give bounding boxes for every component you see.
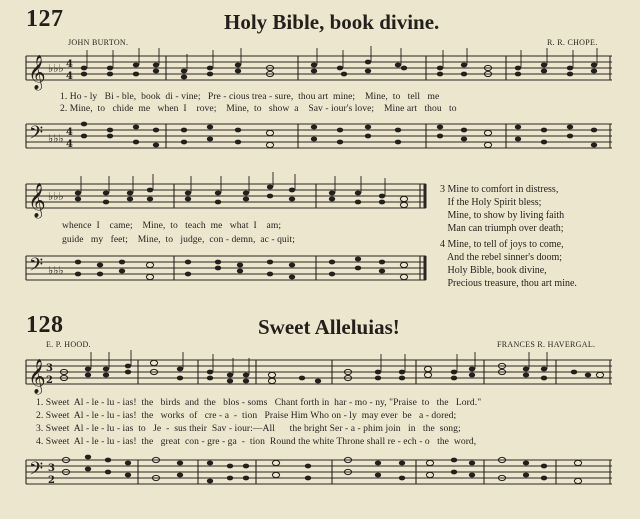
hymn-127-title: Holy Bible, book divine. <box>224 10 440 34</box>
svg-text:2: 2 <box>46 375 53 386</box>
hymn-127-number: 127 <box>26 6 64 32</box>
hymn-128-number: 128 <box>26 312 64 338</box>
hymn-127-lyric-line-3: whence I came; Mine, to teach me what I am; <box>62 220 282 231</box>
treble-clef-icon: 𝄞 <box>28 183 46 218</box>
svg-text:4: 4 <box>66 127 73 138</box>
hymn-127-treble-staff-1 <box>26 52 612 88</box>
hymn-128-bass-staff <box>26 454 612 494</box>
key-signature-flats: ♭♭♭ <box>48 190 64 203</box>
hymn-128-treble-staff <box>26 356 612 392</box>
hymn-128-title: Sweet Alleluias! <box>258 315 400 339</box>
hymn-127-treble-staff-2 <box>26 180 426 216</box>
hymn-128-lyric-line-3: 3. Sweet Al - le - lu - ias to Je - sus their Sav - iour:—All the bright Ser - a - phim join in the song; <box>36 423 461 434</box>
hymn-127-bass-staff-1 <box>26 120 612 156</box>
key-signature-flats: ♭♭♭ <box>48 132 64 145</box>
hymn-128-author: FRANCES R. HAVERGAL. <box>497 340 596 349</box>
hymn-128-composer: E. P. HOOD. <box>46 340 91 349</box>
hymn-127-composer: R. R. CHOPE. <box>547 38 598 47</box>
notes-row <box>81 60 597 80</box>
bass-clef-icon: 𝄢 <box>29 255 44 280</box>
bass-clef-icon: 𝄢 <box>29 123 44 148</box>
svg-text:2: 2 <box>48 475 55 486</box>
hymn-127-verse-3: 3 Mine to comfort in distress, If the Holy Spirit bless; Mine, to show by living faith Man can triumph over death; <box>440 184 565 234</box>
key-signature-flats: ♭♭♭ <box>48 62 64 75</box>
hymn-127-bass-staff-2 <box>26 252 426 288</box>
svg-text:4: 4 <box>66 139 73 150</box>
hymn-127-lyric-line-4: guide my feet; Mine, to judge, con - demn, ac - quit; <box>62 234 295 245</box>
hymn-127-author: JOHN BURTON. <box>68 38 129 47</box>
time-signature: 4 <box>66 59 73 70</box>
hymn-127-lyric-line-1: 1. Ho - ly Bi - ble, book di - vine; Pre - cious trea - sure, thou art mine; Mine, to tell me <box>60 91 440 102</box>
svg-text:3: 3 <box>48 463 55 474</box>
bass-clef-icon: 𝄢 <box>29 459 44 484</box>
hymn-128-lyric-line-2: 2. Sweet Al - le - lu - ias! the works of cre - a - tion Praise Him Who on - ly may ever be a - dored; <box>36 410 457 421</box>
hymn-127-verse-4: 4 Mine, to tell of joys to come, And the rebel sinner's doom; Holy Bible, book divine, Precious treasure, thou art mine. <box>440 239 577 289</box>
treble-clef-icon: 𝄞 <box>28 55 46 90</box>
hymn-127-lyric-line-2: 2. Mine, to chide me when I rove; Mine, to show a Sav - iour's love; Mine art thou to <box>60 103 457 114</box>
svg-text:4: 4 <box>66 71 73 82</box>
time-signature: 3 <box>46 363 53 374</box>
key-signature-flats: ♭♭♭ <box>48 264 64 277</box>
staff-lines <box>26 56 612 80</box>
treble-clef-icon: 𝄞 <box>28 359 46 394</box>
hymn-128-lyric-line-1: 1. Sweet Al - le - lu - ias! the birds and the blos - soms Chant forth in har - mo - ny, "Praise to the Lord." <box>36 397 482 408</box>
hymn-128-lyric-line-4: 4. Sweet Al - le - lu - ias! the great con - gre - ga - tion Round the white Throne shall re - ech - o the word, <box>36 436 477 447</box>
